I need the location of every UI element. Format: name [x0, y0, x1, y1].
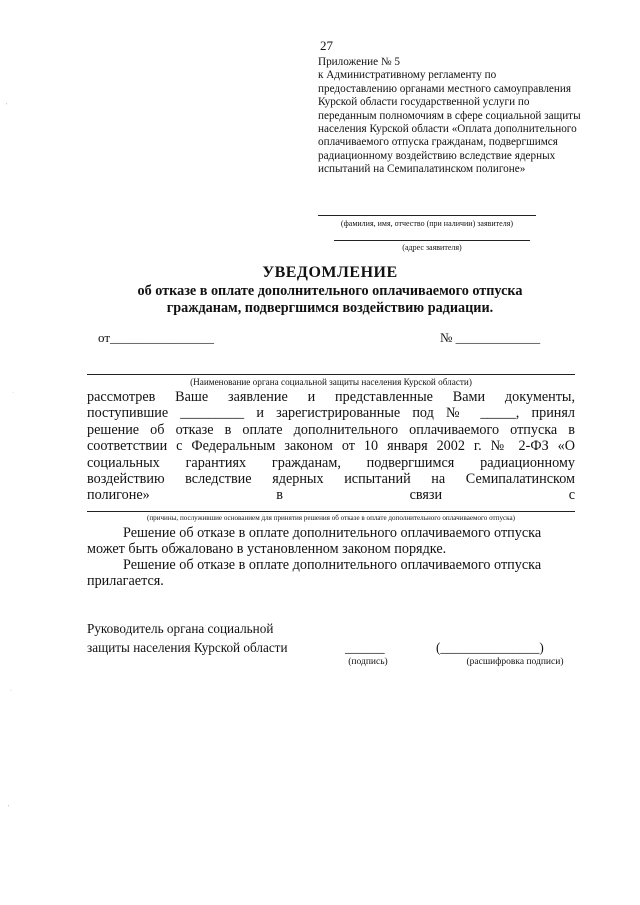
document-title: УВЕДОМЛЕНИЕ — [262, 264, 398, 281]
appendix-line: оплачиваемого отпуска гражданам, подвергшимся — [318, 136, 558, 149]
appeal-paragraph — [87, 525, 575, 558]
appendix-line: предоставлению органами местного самоуправления — [318, 82, 572, 95]
applicant-name-caption: (фамилия, имя, отчество (при наличии) заявителя) — [340, 219, 514, 228]
applicant-name-line — [318, 215, 536, 216]
attachment-paragraph — [87, 557, 575, 590]
signature-blank: ______ — [345, 640, 385, 655]
number-label: № — [440, 330, 453, 345]
attachment-line: прилагается. — [87, 573, 164, 590]
signatory-title — [87, 619, 288, 657]
body-line: полигоне» в связи с — [87, 487, 575, 504]
signature-decode-caption: (расшифровка подписи) — [466, 657, 564, 667]
reasons-caption: (причины, послужившие основанием для принятия решения об отказе в оплате дополнительного оплачиваемого отпуска) — [146, 514, 516, 522]
appendix-line: Курской области государственной услуги по — [318, 96, 530, 109]
authority-name-line — [87, 374, 575, 375]
number-blank: _____________ — [455, 330, 541, 345]
signature-caption: (подпись) — [348, 657, 388, 667]
attachment-line: Решение об отказе в оплате дополнительного оплачиваемого отпуска — [123, 557, 542, 573]
date-field — [98, 330, 214, 346]
body-line: рассмотрев Ваше заявление и представленные Вами документы, — [87, 389, 575, 405]
body-line: воздействию вследствие ядерных испытаний на Семипалатинском — [87, 471, 575, 488]
appendix-header — [318, 56, 618, 177]
signature-decode-field — [436, 638, 544, 657]
appeal-line: Решение об отказе в оплате дополнительного оплачиваемого отпуска — [123, 525, 542, 541]
decode-open-paren: ( — [436, 640, 441, 655]
page-number: 27 — [320, 38, 333, 53]
scan-mark: · — [12, 390, 14, 396]
appendix-line: испытаний на Семипалатинском полигоне» — [318, 163, 526, 176]
reasons-line — [87, 511, 575, 512]
scan-mark: ' — [8, 805, 10, 811]
decision-paragraph — [87, 389, 575, 504]
appendix-line: переданным полномочиям в сфере социальной защиты — [318, 109, 581, 122]
body-line: решение об отказе в оплате дополнительного оплачиваемого отпуска в — [87, 421, 575, 438]
signatory-line: Руководитель органа социальной — [87, 621, 274, 636]
from-label: от — [98, 330, 111, 345]
appendix-line: радиационному воздействию вследствие ядерных — [318, 149, 556, 162]
decode-close-paren: ) — [539, 640, 544, 655]
decode-blank: _______________ — [440, 640, 540, 655]
number-field — [440, 330, 540, 346]
appendix-line: населения Курской области «Оплата дополнительного — [318, 123, 577, 136]
authority-caption: (Наименование органа социальной защиты населения Курской области) — [190, 377, 472, 387]
body-line: социальных гарантиях гражданам, подвергшимся радиационному — [87, 454, 575, 471]
signatory-line: защиты населения Курской области — [87, 640, 288, 655]
document-subtitle-line: гражданам, подвергшимся воздействию радиации. — [166, 300, 494, 316]
document-subtitle-line: об отказе в оплате дополнительного оплачиваемого отпуска — [137, 283, 523, 299]
scan-mark: ' — [6, 103, 8, 109]
appendix-line: Приложение № 5 — [318, 56, 400, 68]
appeal-line: может быть обжаловано в установленном законом порядке. — [87, 541, 447, 558]
appendix-line: к Административному регламенту по — [318, 69, 497, 82]
applicant-address-line — [334, 240, 530, 241]
date-blank: ________________ — [110, 330, 215, 345]
scan-mark: · — [10, 688, 12, 694]
body-line: соответствии с Федеральным законом от 10 января 2002 г. № 2-ФЗ «О — [87, 438, 575, 455]
applicant-address-caption: (адрес заявителя) — [402, 243, 462, 252]
body-line: поступившие _________ и зарегистрированные под № _____, принял — [87, 405, 575, 422]
